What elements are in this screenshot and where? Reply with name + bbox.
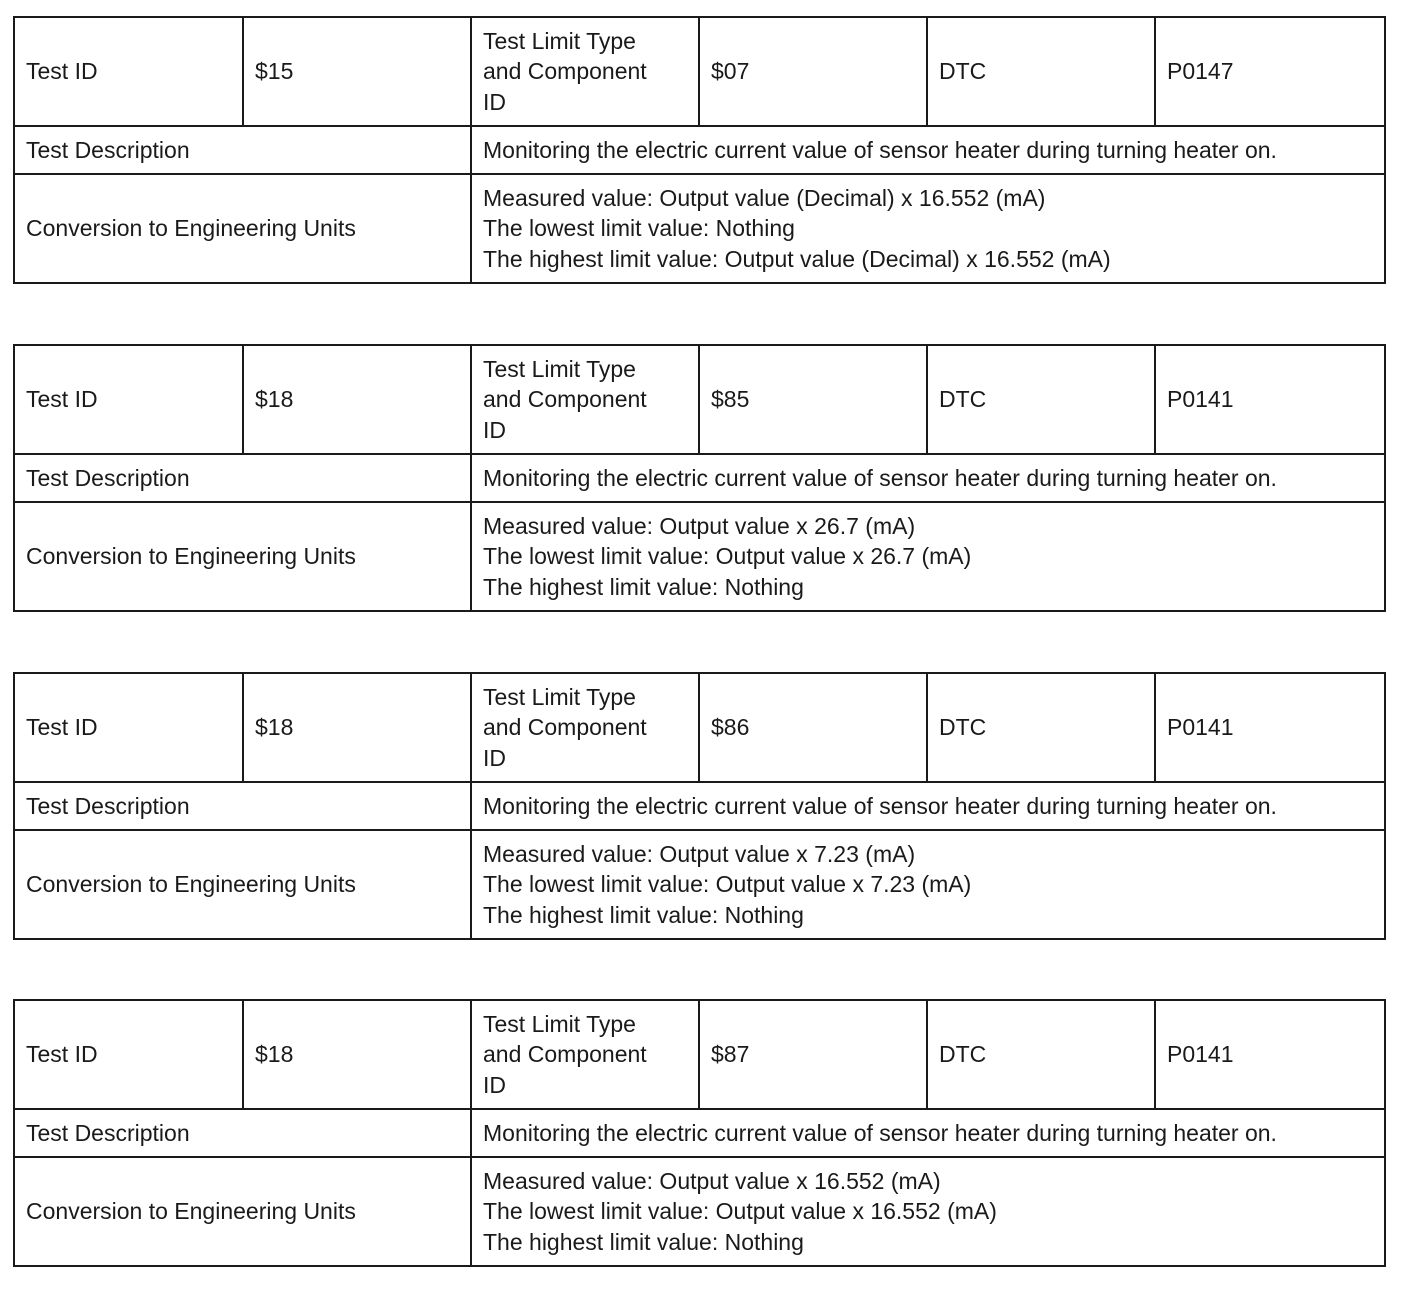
test-limit-type-value: $87 <box>699 1000 927 1109</box>
table-row <box>14 126 1385 174</box>
dtc-label: DTC <box>927 1000 1155 1109</box>
test-id-label: Test ID <box>14 345 243 454</box>
conversion-label: Conversion to Engineering Units <box>14 830 471 939</box>
test-table <box>13 672 1386 940</box>
table-row <box>14 345 1385 454</box>
conversion-label: Conversion to Engineering Units <box>14 502 471 611</box>
dtc-value: P0147 <box>1155 17 1385 126</box>
dtc-label: DTC <box>927 673 1155 782</box>
dtc-value: P0141 <box>1155 1000 1385 1109</box>
test-id-value: $18 <box>243 1000 471 1109</box>
test-limit-type-value: $86 <box>699 673 927 782</box>
dtc-label: DTC <box>927 17 1155 126</box>
conversion-value: Measured value: Output value x 26.7 (mA) The lowest limit value: Output value x 26.7 (mA) The highest limit value: Nothing <box>471 502 1385 611</box>
test-description-value: Monitoring the electric current value of sensor heater during turning heater on. <box>471 454 1385 502</box>
test-limit-type-label: Test Limit Type and Component ID <box>471 673 699 782</box>
table-row <box>14 830 1385 939</box>
table-row <box>14 782 1385 830</box>
test-id-value: $18 <box>243 673 471 782</box>
dtc-label: DTC <box>927 345 1155 454</box>
test-id-value: $18 <box>243 345 471 454</box>
test-id-value: $15 <box>243 17 471 126</box>
conversion-value: Measured value: Output value (Decimal) x 16.552 (mA) The lowest limit value: Nothing The highest limit value: Output value (Decimal) x 16.552 (mA) <box>471 174 1385 283</box>
test-limit-type-value: $07 <box>699 17 927 126</box>
conversion-value: Measured value: Output value x 16.552 (mA) The lowest limit value: Output value x 16.552 (mA) The highest limit value: Nothing <box>471 1157 1385 1266</box>
test-limit-type-value: $85 <box>699 345 927 454</box>
test-limit-type-label: Test Limit Type and Component ID <box>471 345 699 454</box>
test-description-label: Test Description <box>14 1109 471 1157</box>
test-id-label: Test ID <box>14 1000 243 1109</box>
conversion-label: Conversion to Engineering Units <box>14 1157 471 1266</box>
test-table <box>13 16 1386 284</box>
conversion-value: Measured value: Output value x 7.23 (mA) The lowest limit value: Output value x 7.23 (mA) The highest limit value: Nothing <box>471 830 1385 939</box>
table-row <box>14 1000 1385 1109</box>
table-row <box>14 502 1385 611</box>
test-description-label: Test Description <box>14 454 471 502</box>
dtc-value: P0141 <box>1155 345 1385 454</box>
conversion-label: Conversion to Engineering Units <box>14 174 471 283</box>
test-description-value: Monitoring the electric current value of sensor heater during turning heater on. <box>471 1109 1385 1157</box>
test-limit-type-label: Test Limit Type and Component ID <box>471 17 699 126</box>
table-row <box>14 1157 1385 1266</box>
test-description-value: Monitoring the electric current value of sensor heater during turning heater on. <box>471 782 1385 830</box>
test-description-label: Test Description <box>14 782 471 830</box>
test-table <box>13 344 1386 612</box>
table-row <box>14 174 1385 283</box>
test-description-value: Monitoring the electric current value of sensor heater during turning heater on. <box>471 126 1385 174</box>
test-id-label: Test ID <box>14 673 243 782</box>
table-row <box>14 454 1385 502</box>
test-limit-type-label: Test Limit Type and Component ID <box>471 1000 699 1109</box>
dtc-value: P0141 <box>1155 673 1385 782</box>
table-row <box>14 673 1385 782</box>
table-row <box>14 17 1385 126</box>
test-table <box>13 999 1386 1267</box>
test-description-label: Test Description <box>14 126 471 174</box>
test-id-label: Test ID <box>14 17 243 126</box>
table-row <box>14 1109 1385 1157</box>
